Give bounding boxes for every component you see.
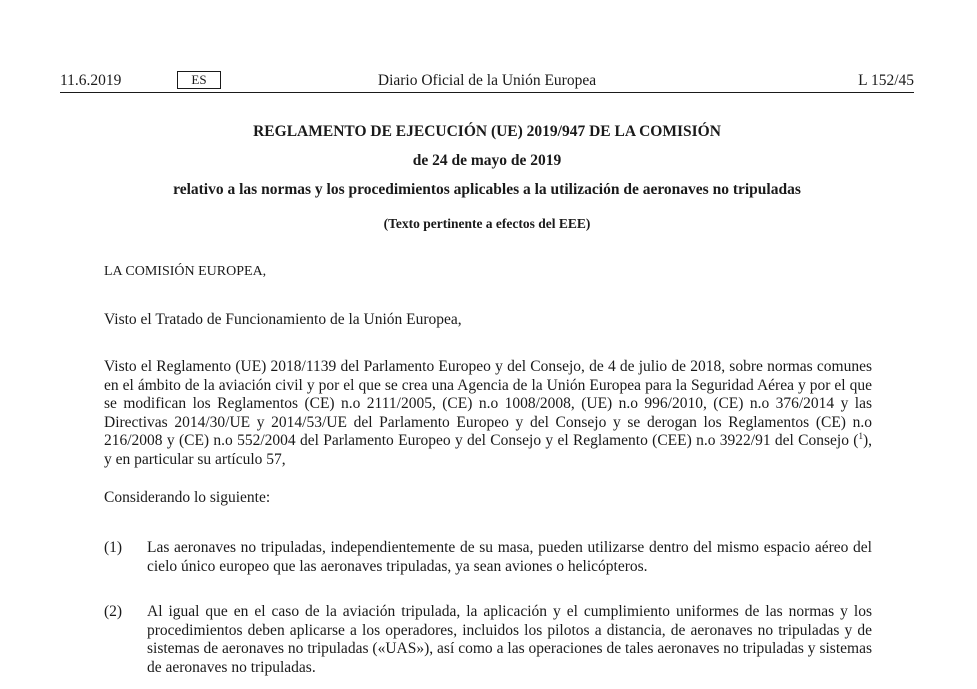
language-badge: ES	[177, 71, 221, 89]
recital-text: Al igual que en el caso de la aviación tripulada, la aplicación y el cumplimiento uniformes de las normas y los procedimientos deben aplicarse a los operadores, incluidos los pilotos a distancia, de aeronaves no tripuladas y de sistemas de aeronaves no tripuladas («UAS»), así como a las operaciones de tales aeronaves no tripuladas y sistemas de aeronaves no tripuladas.	[147, 603, 872, 676]
page-reference: L 152/45	[858, 72, 914, 89]
publication-date: 11.6.2019	[60, 72, 122, 89]
commission-heading: LA COMISIÓN EUROPEA,	[104, 264, 267, 279]
regulation-title: REGLAMENTO DE EJECUCIÓN (UE) 2019/947 DE LA COMISIÓN	[253, 123, 721, 140]
regulation-subject: relativo a las normas y los procedimientos aplicables a la utilización de aeronaves no tripuladas	[173, 181, 801, 198]
treaty-citation: Visto el Tratado de Funcionamiento de la Unión Europea,	[104, 311, 462, 328]
recital-number: (2)	[104, 603, 123, 620]
regulation-date: de 24 de mayo de 2019	[412, 152, 562, 169]
regulation-citation-tail: ), y en particular su artículo 57,	[104, 432, 872, 468]
considering-heading: Considerando lo siguiente:	[104, 489, 271, 506]
journal-title: Diario Oficial de la Unión Europea	[377, 72, 597, 89]
regulation-citation	[104, 358, 872, 469]
regulation-citation-text: Visto el Reglamento (UE) 2018/1139 del Parlamento Europeo y del Consejo, de 4 de julio de 2018, sobre normas comunes en el ámbito de la aviación civil y por el que se crea una Agencia de la Unión Europea para la Seguridad Aérea y por el que se modifican los Reglamentos (CE) n.o 2111/2005, (CE) n.o 1008/2008, (UE) n.o 996/2010, (CE) n.o 376/2014 y las Directivas 2014/30/UE y 2014/53/UE del Parlamento Europeo y del Consejo y se derogan los Reglamentos (CE) n.o 216/2008 y (CE) n.o 552/2004 del Parlamento Europeo y del Consejo y el Reglamento (CEE) n.o 3922/91 del Consejo (	[104, 358, 872, 449]
journal-header	[60, 70, 914, 93]
footnote-reference[interactable]: 1	[858, 430, 863, 441]
recital-number: (1)	[104, 539, 123, 556]
recital-text: Las aeronaves no tripuladas, independientemente de su masa, pueden utilizarse dentro del mismo espacio aéreo del cielo único europeo que las aeronaves tripuladas, ya sean aviones o helicópteros.	[147, 539, 872, 575]
eea-relevance-note: (Texto pertinente a efectos del EEE)	[383, 216, 591, 231]
